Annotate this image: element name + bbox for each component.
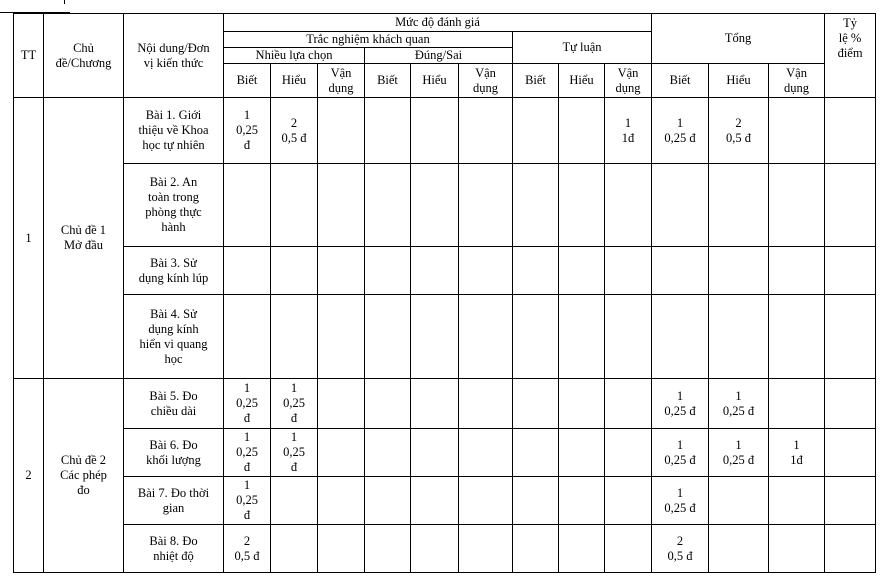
- table-cell: [652, 247, 709, 295]
- table-cell: 1 0,25 đ: [271, 379, 318, 429]
- table-cell: [825, 295, 876, 379]
- table-cell: [513, 98, 559, 164]
- group-chapter: Chủ đề 1 Mở đầu: [44, 98, 124, 379]
- table-cell: [605, 247, 652, 295]
- lesson-name: Bài 5. Đo chiều dài: [124, 379, 224, 429]
- table-cell: [559, 295, 605, 379]
- table-cell: [559, 429, 605, 477]
- table-cell: [769, 247, 825, 295]
- header-level: Hiểu: [271, 64, 318, 98]
- group-tt: 1: [14, 98, 44, 379]
- table-cell: [559, 164, 605, 247]
- group-tt: 2: [14, 379, 44, 573]
- table-cell: [513, 429, 559, 477]
- table-cell: 1 0,25 đ: [652, 379, 709, 429]
- table-cell: [318, 247, 365, 295]
- header-level: Vận dụng: [769, 64, 825, 98]
- header-level: Hiểu: [709, 64, 769, 98]
- table-cell: [769, 164, 825, 247]
- table-cell: [271, 525, 318, 573]
- table-cell: [224, 164, 271, 247]
- table-cell: [652, 295, 709, 379]
- table-cell: [459, 98, 513, 164]
- lesson-name: Bài 1. Giới thiệu về Khoa học tự nhiên: [124, 98, 224, 164]
- table-cell: [709, 164, 769, 247]
- table-cell: [271, 295, 318, 379]
- table-row: [14, 379, 876, 429]
- lesson-name: Bài 4. Sử dụng kính hiển vi quang học: [124, 295, 224, 379]
- table-cell: [411, 247, 459, 295]
- table-cell: [825, 98, 876, 164]
- table-cell: [513, 525, 559, 573]
- table-cell: [411, 477, 459, 525]
- table-cell: [652, 164, 709, 247]
- table-cell: [513, 247, 559, 295]
- table-cell: [271, 164, 318, 247]
- header-total: Tổng: [652, 14, 825, 64]
- table-cell: 1 0,25 đ: [224, 429, 271, 477]
- table-cell: [318, 295, 365, 379]
- table-cell: [825, 164, 876, 247]
- assessment-matrix-table: [13, 13, 876, 573]
- header-essay: Tự luận: [513, 32, 652, 64]
- header-content: Nội dung/Đơn vị kiến thức: [124, 14, 224, 98]
- table-cell: [513, 379, 559, 429]
- table-cell: [605, 164, 652, 247]
- table-row: [14, 525, 876, 573]
- table-cell: [411, 429, 459, 477]
- table-cell: [513, 477, 559, 525]
- page-top-rule: [0, 0, 70, 13]
- table-cell: [709, 525, 769, 573]
- table-cell: [769, 525, 825, 573]
- table-cell: [605, 477, 652, 525]
- lesson-name: Bài 7. Đo thời gian: [124, 477, 224, 525]
- table-cell: 1 0,25 đ: [652, 429, 709, 477]
- header-level: Biết: [652, 64, 709, 98]
- table-cell: [605, 379, 652, 429]
- table-cell: [365, 379, 411, 429]
- header-tt: TT: [14, 14, 44, 98]
- lesson-name: Bài 2. An toàn trong phòng thực hành: [124, 164, 224, 247]
- table-cell: [459, 379, 513, 429]
- table-cell: [825, 247, 876, 295]
- table-cell: [224, 295, 271, 379]
- table-cell: 1 0,25 đ: [271, 429, 318, 477]
- table-cell: [411, 379, 459, 429]
- table-cell: [411, 164, 459, 247]
- table-cell: [709, 477, 769, 525]
- table-cell: [769, 98, 825, 164]
- table-cell: [825, 379, 876, 429]
- table-cell: [769, 379, 825, 429]
- table-cell: 1 1đ: [769, 429, 825, 477]
- header-row-1: [14, 14, 876, 32]
- table-row: [14, 164, 876, 247]
- table-cell: [559, 525, 605, 573]
- header-true-false: Đúng/Sai: [365, 48, 513, 64]
- table-cell: [559, 98, 605, 164]
- table-cell: [365, 525, 411, 573]
- lesson-name: Bài 6. Đo khối lượng: [124, 429, 224, 477]
- header-level: Biết: [224, 64, 271, 98]
- table-cell: 1 0,25 đ: [652, 98, 709, 164]
- table-cell: 2 0,5 đ: [271, 98, 318, 164]
- table-cell: [459, 477, 513, 525]
- table-cell: [318, 379, 365, 429]
- table-cell: [459, 525, 513, 573]
- table-cell: [709, 295, 769, 379]
- header-multiple-choice: Nhiều lựa chọn: [224, 48, 365, 64]
- table-cell: [559, 247, 605, 295]
- table-cell: [411, 525, 459, 573]
- header-assessment: Mức độ đánh giá: [224, 14, 652, 32]
- table-cell: [605, 429, 652, 477]
- header-level: Hiểu: [559, 64, 605, 98]
- table-cell: [459, 295, 513, 379]
- table-cell: 1 0,25 đ: [224, 379, 271, 429]
- table-cell: 1 1đ: [605, 98, 652, 164]
- table-cell: [318, 98, 365, 164]
- table-cell: [411, 98, 459, 164]
- table-cell: [825, 429, 876, 477]
- table-cell: [365, 477, 411, 525]
- table-cell: 2 0,5 đ: [652, 525, 709, 573]
- table-cell: [318, 525, 365, 573]
- table-cell: [365, 295, 411, 379]
- table-cell: [318, 477, 365, 525]
- table-cell: 1 0,25 đ: [224, 98, 271, 164]
- table-cell: [365, 164, 411, 247]
- header-objective: Trắc nghiệm khách quan: [224, 32, 513, 48]
- table-cell: 1 0,25 đ: [709, 429, 769, 477]
- table-row: [14, 247, 876, 295]
- table-cell: [365, 429, 411, 477]
- table-cell: [224, 247, 271, 295]
- table-cell: 2 0,5 đ: [709, 98, 769, 164]
- table-cell: [709, 247, 769, 295]
- table-cell: 1 0,25 đ: [709, 379, 769, 429]
- header-level: Hiểu: [411, 64, 459, 98]
- lesson-name: Bài 3. Sử dụng kính lúp: [124, 247, 224, 295]
- table-cell: 2 0,5 đ: [224, 525, 271, 573]
- header-level: Biết: [365, 64, 411, 98]
- table-cell: [459, 247, 513, 295]
- header-level: Vận dụng: [605, 64, 652, 98]
- header-level: Vận dụng: [459, 64, 513, 98]
- table-cell: [769, 477, 825, 525]
- table-cell: [825, 477, 876, 525]
- table-cell: 1 0,25 đ: [224, 477, 271, 525]
- header-chapter: Chủ đề/Chương: [44, 14, 124, 98]
- table-cell: [459, 164, 513, 247]
- table-cell: [271, 247, 318, 295]
- header-level: Vận dụng: [318, 64, 365, 98]
- table-cell: [411, 295, 459, 379]
- table-cell: [318, 429, 365, 477]
- table-cell: [559, 477, 605, 525]
- table-cell: [605, 525, 652, 573]
- table-cell: [605, 295, 652, 379]
- lesson-name: Bài 8. Đo nhiệt độ: [124, 525, 224, 573]
- header-level: Biết: [513, 64, 559, 98]
- table-cell: [365, 98, 411, 164]
- table-cell: [365, 247, 411, 295]
- table-cell: [513, 164, 559, 247]
- table-cell: [459, 429, 513, 477]
- table-row: [14, 295, 876, 379]
- table-cell: 1 0,25 đ: [652, 477, 709, 525]
- table-row: [14, 429, 876, 477]
- table-cell: [318, 164, 365, 247]
- table-cell: [825, 525, 876, 573]
- table-row: [14, 98, 876, 164]
- table-cell: [769, 295, 825, 379]
- group-chapter: Chủ đề 2 Các phép đo: [44, 379, 124, 573]
- table-cell: [271, 477, 318, 525]
- table-cell: [559, 379, 605, 429]
- table-row: [14, 477, 876, 525]
- header-percent: Tỷ lệ % điểm: [825, 14, 876, 98]
- table-cell: [513, 295, 559, 379]
